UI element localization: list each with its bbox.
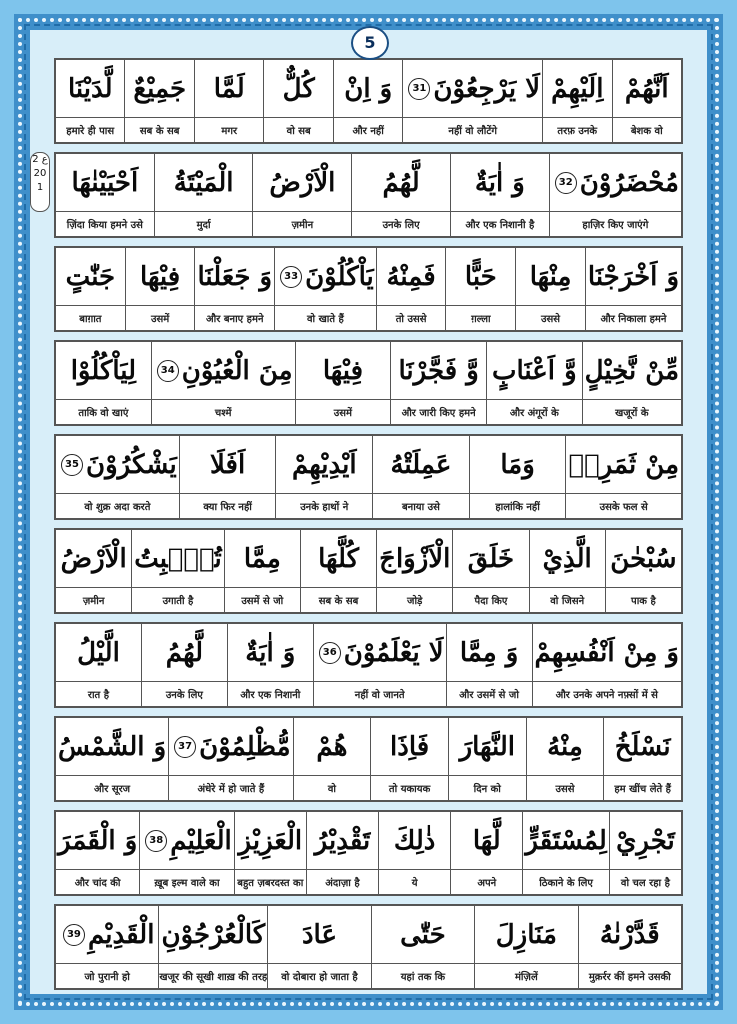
ayah-number-badge: 39 <box>63 924 85 946</box>
hindi-translation: और बनाए हमने <box>195 305 274 330</box>
hindi-translation: अपने <box>451 869 522 894</box>
word-cell <box>158 906 267 988</box>
arabic-word <box>451 154 549 211</box>
arabic-text: مِنَ الْعُيُوْنِ <box>181 355 293 386</box>
arabic-word <box>294 718 371 775</box>
hindi-translation: वो सब <box>264 117 332 142</box>
arabic-word <box>447 624 532 681</box>
arabic-word <box>377 248 446 305</box>
hindi-translation: सब के सब <box>301 587 376 612</box>
word-cell <box>452 530 528 612</box>
hindi-translation: तरफ़ उनके <box>543 117 611 142</box>
arabic-text: الْمَيْتَةُ <box>173 167 234 198</box>
arabic-word <box>253 154 351 211</box>
arabic-word <box>550 154 681 211</box>
arabic-word <box>604 718 681 775</box>
arabic-text: وَ مِمَّا <box>459 637 519 668</box>
word-cell <box>168 718 292 800</box>
arabic-word <box>487 342 582 399</box>
word-cell <box>56 812 139 894</box>
arabic-text: اَنَّهُمْ <box>624 73 669 104</box>
arabic-word <box>453 530 528 587</box>
arabic-text: خَلَقَ <box>467 543 515 574</box>
hindi-translation: पैदा किए <box>453 587 528 612</box>
word-cell <box>522 812 609 894</box>
hindi-translation: ख़ूब इल्म वाले का <box>140 869 233 894</box>
arabic-text: نَسْلَخُ <box>614 731 671 762</box>
hindi-translation: जो पुरानी हो <box>56 963 158 988</box>
arabic-text: فِيْهَا <box>140 261 181 292</box>
hindi-translation: और एक निशानी <box>228 681 313 706</box>
word-cell <box>124 60 193 142</box>
hindi-translation: और निकाला हमने <box>586 305 681 330</box>
word-cell <box>275 436 372 518</box>
arabic-word <box>56 342 151 399</box>
arabic-text: اَحْيَيْنٰهَا <box>71 167 139 198</box>
hindi-translation: उससे <box>516 305 585 330</box>
hindi-translation: उसके फल से <box>566 493 681 518</box>
ruku-marker: 2 ع 20 1 <box>30 152 50 212</box>
word-cell <box>56 154 154 236</box>
word-cell <box>141 624 227 706</box>
ayah-number-badge: 36 <box>319 642 341 664</box>
word-cell <box>565 436 681 518</box>
arabic-word <box>268 906 370 963</box>
verse-row <box>54 340 683 426</box>
arabic-text: هُمْ <box>316 731 348 762</box>
hindi-translation: तो उससे <box>377 305 446 330</box>
arabic-word <box>140 812 233 869</box>
arabic-text: النَّهَارَ <box>459 731 516 762</box>
word-cell <box>529 530 605 612</box>
arabic-text: الْعَزِيْزِ <box>238 825 303 856</box>
arabic-text: الْاَزْوَاجَ <box>379 543 451 574</box>
ayah-number-badge: 38 <box>145 830 167 852</box>
arabic-word <box>307 812 378 869</box>
arabic-word <box>379 812 450 869</box>
arabic-word <box>613 60 681 117</box>
word-cell <box>549 154 681 236</box>
arabic-word <box>56 718 168 775</box>
word-cell <box>293 718 371 800</box>
arabic-text: كَالْعُرْجُوْنِ <box>161 919 266 950</box>
arabic-text: الْاَرْضُ <box>269 167 336 198</box>
hindi-translation: खजूर की सूखी शाख़ की तरह <box>159 963 267 988</box>
word-cell <box>450 812 522 894</box>
word-cell <box>56 906 158 988</box>
arabic-text: لَّهَا <box>472 825 501 856</box>
hindi-translation: हमारे ही पास <box>56 117 124 142</box>
word-cell <box>263 60 332 142</box>
word-cell <box>532 624 681 706</box>
arabic-text: كُلَّهَا <box>318 543 359 574</box>
hindi-translation: सब के सब <box>125 117 193 142</box>
hindi-translation: उनके लिए <box>142 681 227 706</box>
arabic-text: تَجْرِيْ <box>616 825 675 856</box>
word-cell <box>515 248 585 330</box>
arabic-word <box>56 530 131 587</box>
word-cell <box>56 436 179 518</box>
ayah-number-badge: 33 <box>280 266 302 288</box>
hindi-translation: यहां तक कि <box>372 963 474 988</box>
arabic-text: وَ الشَّمْسُ <box>58 731 167 762</box>
word-cell <box>351 154 450 236</box>
verse-row <box>54 622 683 708</box>
arabic-text: ذٰلِكَ <box>393 825 436 856</box>
ayah-number-badge: 31 <box>408 78 430 100</box>
verse-row <box>54 810 683 896</box>
hindi-translation: वो चल रहा है <box>610 869 681 894</box>
arabic-text: مُّظْلِمُوْنَ <box>199 731 291 762</box>
word-cell <box>125 248 195 330</box>
arabic-word <box>228 624 313 681</box>
hindi-translation: बनाया उसे <box>373 493 469 518</box>
arabic-word <box>334 60 402 117</box>
hindi-translation: वो जिसने <box>530 587 605 612</box>
arabic-text: جَمِيْعٌ <box>133 73 187 104</box>
page-number: 5 <box>351 26 389 60</box>
arabic-text: وَ اِنْ <box>344 73 393 104</box>
arabic-word <box>195 60 263 117</box>
hindi-translation: ताकि वो खाएं <box>56 399 151 424</box>
word-cell <box>372 436 469 518</box>
arabic-text: حَبًّا <box>464 261 497 292</box>
arabic-word <box>56 60 124 117</box>
arabic-text: عَادَ <box>301 919 337 950</box>
word-cell <box>371 906 474 988</box>
hindi-translation: वो <box>294 775 371 800</box>
arabic-word <box>275 248 376 305</box>
arabic-word <box>142 624 227 681</box>
arabic-word <box>372 906 474 963</box>
word-cell <box>582 342 681 424</box>
word-cell <box>56 248 125 330</box>
word-by-word-table <box>54 58 683 996</box>
word-cell <box>609 812 681 894</box>
arabic-word <box>470 436 566 493</box>
word-cell <box>267 906 370 988</box>
arabic-text: الَّيْلُ <box>77 637 120 668</box>
arabic-text: وَ اَخْرَجْنَا <box>587 261 679 292</box>
word-cell <box>526 718 604 800</box>
arabic-text: اَيْدِيْهِمْ <box>291 449 357 480</box>
hindi-translation: उसमें <box>126 305 195 330</box>
hindi-translation: हम खींच लेते हैं <box>604 775 681 800</box>
word-cell <box>474 906 577 988</box>
hindi-translation: नहीं वो जानते <box>314 681 446 706</box>
word-cell <box>194 60 263 142</box>
word-cell <box>542 60 611 142</box>
arabic-word <box>523 812 609 869</box>
arabic-text: مِّنْ نَّخِيْلٍ <box>584 355 679 386</box>
arabic-text: الْقَدِيْمِ <box>87 919 155 950</box>
arabic-word <box>155 154 253 211</box>
arabic-word <box>56 436 179 493</box>
hindi-translation: उगाती है <box>132 587 223 612</box>
hindi-translation: उसमें <box>296 399 391 424</box>
verse-row <box>54 246 683 332</box>
arabic-word <box>56 248 125 305</box>
word-cell <box>252 154 351 236</box>
ayah-number-badge: 35 <box>61 454 83 476</box>
word-cell <box>376 530 452 612</box>
word-cell <box>295 342 391 424</box>
word-cell <box>234 812 306 894</box>
arabic-text: لِيَاْكُلُوْا <box>70 355 137 386</box>
hindi-translation: ठिकाने के लिए <box>523 869 609 894</box>
arabic-text: الَّذِيْ <box>542 543 592 574</box>
arabic-text: فَمِنْهُ <box>386 261 436 292</box>
arabic-text: حَتّٰى <box>400 919 446 950</box>
verse-row <box>54 716 683 802</box>
hindi-translation: वो दोबारा हो जाता है <box>268 963 370 988</box>
arabic-word <box>235 812 306 869</box>
arabic-text: عَمِلَتْهُ <box>390 449 452 480</box>
hindi-translation: नहीं वो लौटेंगे <box>403 117 542 142</box>
arabic-text: لَا يَرْجِعُوْنَ <box>433 73 541 104</box>
hindi-translation: ये <box>379 869 450 894</box>
arabic-text: فِيْهَا <box>322 355 364 386</box>
word-cell <box>612 60 681 142</box>
word-cell <box>56 60 124 142</box>
hindi-translation: बेशक वो <box>613 117 681 142</box>
arabic-word <box>583 342 681 399</box>
hindi-translation: और जारी किए हमने <box>391 399 486 424</box>
hindi-translation: दिन को <box>449 775 526 800</box>
arabic-text: مَنَازِلَ <box>495 919 557 950</box>
word-cell <box>446 624 532 706</box>
arabic-text: لَمَّا <box>213 73 245 104</box>
ayah-number-badge: 32 <box>555 172 577 194</box>
hindi-translation: पाक है <box>606 587 681 612</box>
arabic-word <box>527 718 604 775</box>
arabic-text: تَقْدِيْرُ <box>314 825 371 856</box>
arabic-text: تُنْۢبِتُ <box>134 543 222 574</box>
arabic-word <box>125 60 193 117</box>
word-cell <box>450 154 549 236</box>
arabic-text: الْعَلِيْمِ <box>170 825 232 856</box>
word-cell <box>56 624 141 706</box>
arabic-text: جَنّٰتٍ <box>65 261 116 292</box>
arabic-text: وَ الْقَمَرَ <box>57 825 138 856</box>
hindi-translation: उनके लिए <box>352 211 450 236</box>
arabic-word <box>169 718 292 775</box>
hindi-translation: क्या फिर नहीं <box>180 493 276 518</box>
arabic-text: وَ جَعَلْنَا <box>197 261 273 292</box>
hindi-translation: अंधेरे में हो जाते हैं <box>169 775 292 800</box>
hindi-translation: खजूरों के <box>583 399 681 424</box>
word-cell <box>376 248 446 330</box>
arabic-word <box>543 60 611 117</box>
word-cell <box>585 248 681 330</box>
hindi-translation: और उसमें से जो <box>447 681 532 706</box>
ayah-number-badge: 34 <box>157 360 179 382</box>
hindi-translation: मंज़िलें <box>475 963 577 988</box>
word-cell <box>333 60 402 142</box>
hindi-translation: वो खाते हैं <box>275 305 376 330</box>
arabic-text: لَّهُمُ <box>382 167 420 198</box>
verse-row <box>54 152 683 238</box>
arabic-word <box>56 624 141 681</box>
hindi-translation: रात है <box>56 681 141 706</box>
hindi-translation: ज़मीन <box>253 211 351 236</box>
arabic-word <box>152 342 295 399</box>
arabic-word <box>56 812 139 869</box>
arabic-text: لَّهُمُ <box>165 637 203 668</box>
arabic-word <box>56 906 158 963</box>
hindi-translation: और अंगूरों के <box>487 399 582 424</box>
hindi-translation: चश्में <box>152 399 295 424</box>
arabic-word <box>159 906 267 963</box>
hindi-translation: और नहीं <box>334 117 402 142</box>
arabic-word <box>132 530 223 587</box>
hindi-translation: जोड़े <box>377 587 452 612</box>
arabic-word <box>530 530 605 587</box>
arabic-word <box>516 248 585 305</box>
word-cell <box>306 812 378 894</box>
arabic-text: لَا يَعْلَمُوْنَ <box>343 637 444 668</box>
word-cell <box>445 248 515 330</box>
arabic-text: يَشْكُرُوْنَ <box>85 449 177 480</box>
arabic-word <box>373 436 469 493</box>
arabic-text: الْاَرْضُ <box>60 543 127 574</box>
hindi-translation: तो यकायक <box>371 775 448 800</box>
arabic-word <box>475 906 577 963</box>
arabic-text: اِلَيْهِمْ <box>551 73 604 104</box>
arabic-text: مِنْ ثَمَرِهٖ <box>568 449 679 480</box>
arabic-text: مِنْهَا <box>529 261 572 292</box>
arabic-text: مِمَّا <box>243 543 281 574</box>
arabic-text: مُحْضَرُوْنَ <box>579 167 679 198</box>
arabic-text: وَ مِنْ اَنْفُسِهِمْ <box>534 637 679 668</box>
arabic-word <box>391 342 486 399</box>
hindi-translation: और सूरज <box>56 775 168 800</box>
hindi-translation: बाग़ात <box>56 305 125 330</box>
verse-row <box>54 434 683 520</box>
word-cell <box>179 436 276 518</box>
verse-row <box>54 58 683 144</box>
word-cell <box>227 624 313 706</box>
arabic-word <box>195 248 274 305</box>
arabic-word <box>264 60 332 117</box>
arabic-word <box>451 812 522 869</box>
arabic-text: فَاِذَا <box>390 731 430 762</box>
arabic-word <box>352 154 450 211</box>
arabic-text: يَاْكُلُوْنَ <box>305 261 374 292</box>
arabic-word <box>403 60 542 117</box>
word-cell <box>151 342 295 424</box>
arabic-word <box>371 718 448 775</box>
arabic-word <box>225 530 300 587</box>
hindi-translation: ज़मीन <box>56 587 131 612</box>
arabic-text: وَّ فَجَّرْنَا <box>398 355 479 386</box>
hindi-translation: उसमें से जो <box>225 587 300 612</box>
hindi-translation: हालांकि नहीं <box>470 493 566 518</box>
hindi-translation: उससे <box>527 775 604 800</box>
word-cell <box>154 154 253 236</box>
word-cell <box>56 718 168 800</box>
arabic-word <box>180 436 276 493</box>
arabic-word <box>449 718 526 775</box>
arabic-word <box>586 248 681 305</box>
arabic-word <box>446 248 515 305</box>
arabic-word <box>533 624 681 681</box>
word-cell <box>448 718 526 800</box>
word-cell <box>313 624 446 706</box>
hindi-translation: मुक़र्रर कीं हमने उसकी <box>579 963 681 988</box>
verse-row <box>54 904 683 990</box>
word-cell <box>56 342 151 424</box>
arabic-text: سُبْحٰنَ <box>610 543 677 574</box>
hindi-translation: हाज़िर किए जाएंगे <box>550 211 681 236</box>
arabic-word <box>377 530 452 587</box>
word-cell <box>469 436 566 518</box>
word-cell <box>378 812 450 894</box>
word-cell <box>605 530 681 612</box>
arabic-word <box>276 436 372 493</box>
arabic-text: كُلٌّ <box>282 73 315 104</box>
arabic-text: اَفَلَا <box>210 449 246 480</box>
hindi-translation: ग़ल्ला <box>446 305 515 330</box>
hindi-translation: और उनके अपने नफ़्सों में से <box>533 681 681 706</box>
word-cell <box>578 906 681 988</box>
word-cell <box>139 812 233 894</box>
arabic-word <box>566 436 681 493</box>
word-cell <box>402 60 542 142</box>
hindi-translation: मगर <box>195 117 263 142</box>
arabic-word <box>301 530 376 587</box>
word-cell <box>194 248 274 330</box>
arabic-text: لِمُسْتَقَرٍّ <box>525 825 607 856</box>
word-cell <box>300 530 376 612</box>
arabic-text: وَمَا <box>500 449 535 480</box>
word-cell <box>603 718 681 800</box>
word-cell <box>224 530 300 612</box>
arabic-word <box>610 812 681 869</box>
hindi-translation: और एक निशानी है <box>451 211 549 236</box>
word-cell <box>131 530 223 612</box>
arabic-word <box>314 624 446 681</box>
word-cell <box>390 342 486 424</box>
arabic-word <box>296 342 391 399</box>
arabic-word <box>606 530 681 587</box>
arabic-word <box>126 248 195 305</box>
verse-row <box>54 528 683 614</box>
arabic-text: وَّ اَعْنَابٍ <box>492 355 577 386</box>
word-cell <box>56 530 131 612</box>
arabic-word <box>56 154 154 211</box>
word-cell <box>370 718 448 800</box>
arabic-word <box>579 906 681 963</box>
arabic-text: مِنْهُ <box>547 731 583 762</box>
hindi-translation: अंदाज़ा है <box>307 869 378 894</box>
hindi-translation: बहुत ज़बरदस्त का <box>235 869 306 894</box>
hindi-translation: और चांद की <box>56 869 139 894</box>
arabic-text: وَ اٰيَةٌ <box>474 167 525 198</box>
hindi-translation: मुर्दा <box>155 211 253 236</box>
arabic-text: قَدَّرْنٰهُ <box>599 919 660 950</box>
word-cell <box>274 248 376 330</box>
arabic-text: لَّدَيْنَا <box>67 73 113 104</box>
hindi-translation: उनके हाथों ने <box>276 493 372 518</box>
hindi-translation: वो शुक्र अदा करते <box>56 493 179 518</box>
arabic-text: وَ اٰيَةٌ <box>245 637 296 668</box>
hindi-translation: ज़िंदा किया हमने उसे <box>56 211 154 236</box>
ayah-number-badge: 37 <box>174 736 196 758</box>
word-cell <box>486 342 582 424</box>
